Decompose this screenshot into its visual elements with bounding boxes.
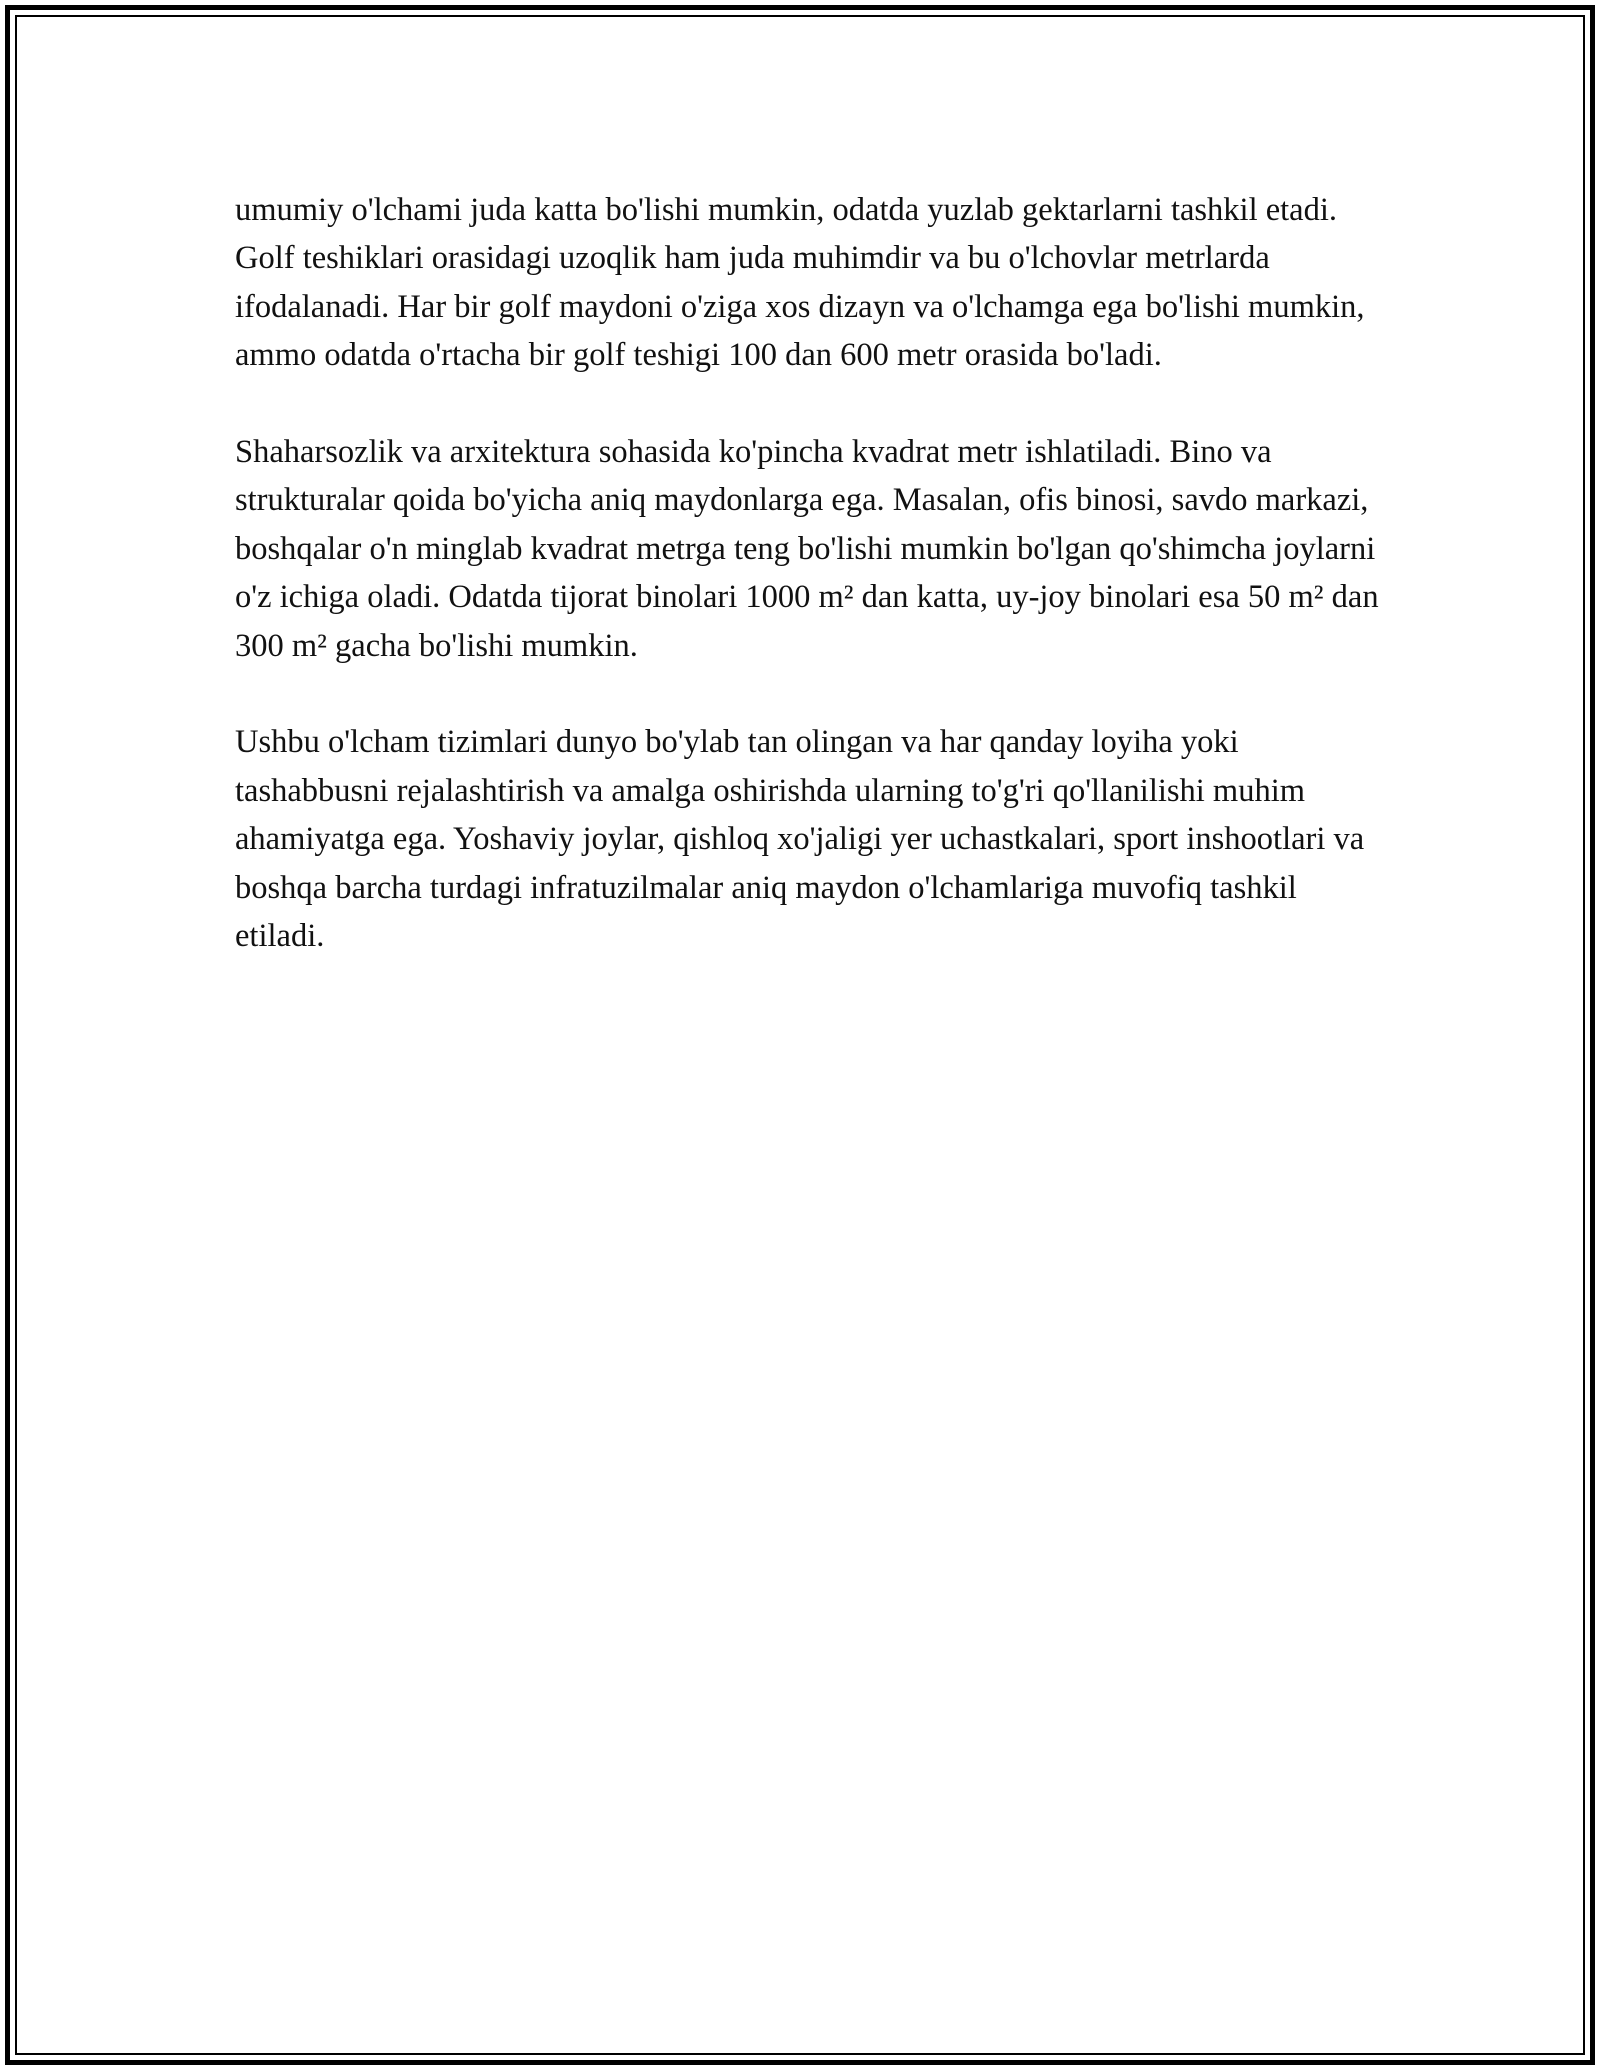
paragraph-urban-planning: Shaharsozlik va arxitektura sohasida ko'pincha kvadrat metr ishlatiladi. Bino va strukturalar qoida bo'yicha aniq maydonlarga ega. Masalan, ofis binosi, savdo markazi, boshqalar o'n minglab kvadrat metrga teng bo'lishi mumkin bo'lgan qo'shimcha joylarni o'z ichiga oladi. Odatda tijorat binolari 1000 m² dan katta, uy-joy binolari esa 50 m² dan 300 m² gacha bo'lishi mumkin. — [235, 434, 1379, 664]
document-body — [235, 186, 1385, 1009]
paragraph-measurement-systems: Ushbu o'lcham tizimlari dunyo bo'ylab tan olingan va har qanday loyiha yoki tashabbusni rejalashtirish va amalga oshirishda ularning to'g'ri qo'llanilishi muhim ahamiyatga ega. Yoshaviy joylar, qishloq xo'jaligi yer uchastkalari, sport inshootlari va boshqa barcha turdagi infratuzilmalar aniq maydon o'lchamlariga muvofiq tashkil etiladi. — [235, 724, 1365, 955]
paragraph-golf-course: umumiy o'lchami juda katta bo'lishi mumkin, odatda yuzlab gektarlarni tashkil etadi. Golf teshiklari orasidagi uzoqlik ham juda muhimdir va bu o'lchovlar metrlarda ifodalanadi. Har bir golf maydoni o'ziga xos dizayn va o'lchamga ega bo'lishi mumkin, ammo odatda o'rtacha bir golf teshigi 100 dan 600 metr orasida bo'ladi. — [235, 192, 1365, 374]
